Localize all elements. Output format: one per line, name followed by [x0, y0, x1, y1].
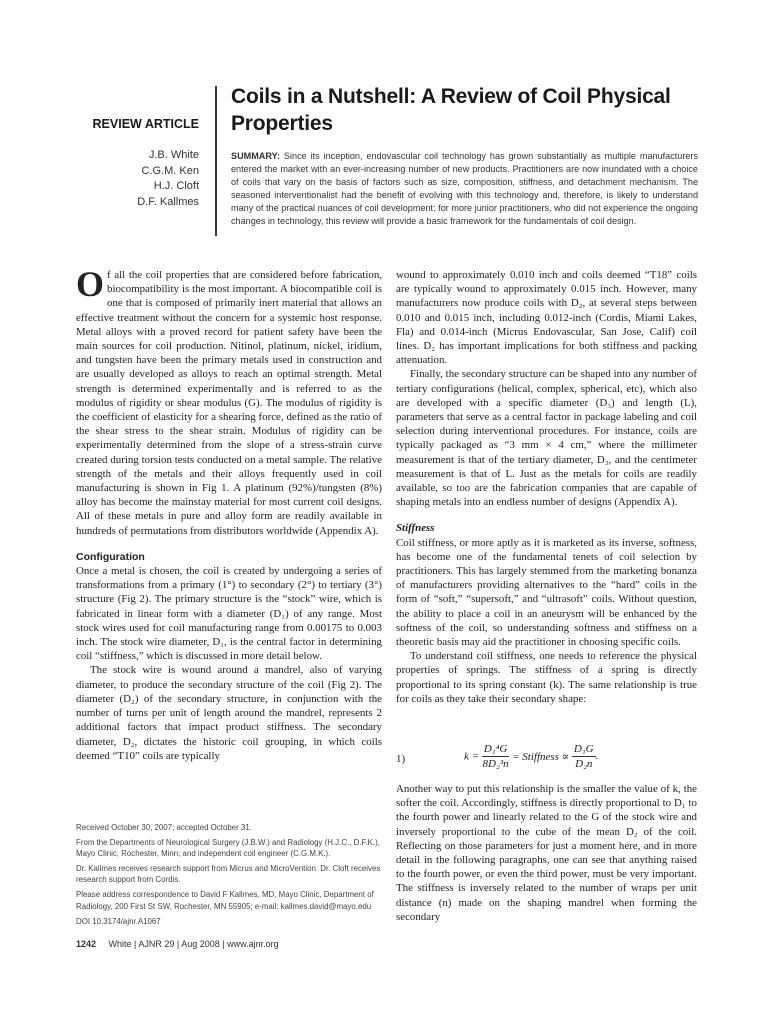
body-paragraph: wound to approximately 0.010 inch and coils deemed “T18” coils are typically wound to approximately 0.015 inch. However, many manufacturers now produce coils with D₂, at several steps between 0.010 and 0.015 inch, including 0.012-inch (Cordis, Miami Lakes, Fla) and 0.014-inch (Micrus Endovascular, San Jose, Calif) coil lines. D₂ has important implications for both stiffness and packing attenuation.	[396, 269, 697, 367]
equation-number: 1)	[396, 753, 406, 765]
configuration-paragraph: Once a metal is chosen, the coil is created by undergoing a series of transformations from a primary (1°) to secondary (2°) to tertiary (3°) structure (Fig 2). The primary structure is the “stock” wire, which is fabricated in linear form with a diameter (D₁) of any range. Most stock wires used for coil manufacturing range from 0.00175 to 0.003 inch. The stock wire diameter, D₁, is the central factor in determining coil “stiffness,” which is discussed in more detail below.	[76, 565, 382, 663]
journal-citation: White | AJNR 29 | Aug 2008 | www.ajnr.org	[108, 939, 279, 949]
page-footer	[76, 939, 279, 949]
body-paragraph: To understand coil stiffness, one needs to reference the physical properties of springs. The stiffness of a spring is directly proportional to its spring constant (k). The same relationship is true for coils as they take their secondary shape:	[396, 650, 697, 705]
fraction-numerator: D₁G	[573, 743, 594, 755]
equation-fraction	[482, 742, 510, 771]
equation-end: .	[595, 750, 599, 763]
author-name: D.F. Kallmes	[137, 195, 199, 208]
footnote: Dr. Kallmes receives research support from Micrus and MicroVention. Dr. Cloft receives research support from Cordis.	[76, 864, 381, 885]
footnote: From the Departments of Neurological Surgery (J.B.W.) and Radiology (H.J.C., D.F.K.), Mayo Clinic, Rochester, Minn; and independent coil engineer (C.G.M.K.).	[76, 838, 380, 859]
author-name: J.B. White	[148, 149, 199, 161]
drop-cap: O	[76, 264, 105, 304]
article-title: Coils in a Nutshell: A Review of Coil Physical Properties	[231, 85, 671, 135]
body-paragraph: Coil stiffness, or more aptly as it is marketed as its inverse, softness, has become one of the fundamental tenets of coil selection by practitioners. This has largely stemmed from the marketing bonanza of manufacturers providing alternatives to the “hard” coils in the form of “soft,” “supersoft,” and “ultrasoft” coils. Without question, the ability to place a coil in an aneurysm will be enhanced by the softness of the coil, so understanding softness and stiffness on a theoretic basis may aid the practitioner in choosing specific coils.	[396, 536, 697, 649]
fraction-numerator: D₁⁴G	[483, 743, 508, 755]
author-name: H.J. Cloft	[153, 180, 199, 192]
intro-text: f all the coil properties that are considered before fabrication, biocompatibility is the most important. A biocompatible coil is one that is composed of primarily inert material that allows an effective treatment without the concern for a systemic host response. Metal alloys with a proved record for patient safety have been the main sources for coil production. Nitinol, platinum, nickel, iridium, and tungsten have been the primary metals used in construction and are usually developed as alloys to reach an optimal strength. Metal strength is determined experimentally and is referred to as the modulus of rigidity or shear modulus (G). The modulus of rigidity is the coefficient of elasticity for a shearing force, defined as the ratio of the shear stress to the shear strain. Modulus of rigidity can be experimentally determined from the slope of a stress-strain curve created during torsion tests conducted on a metal sample. The relative strength of the metals and their alloys frequently used in coil manufacturing is shown in Fig 1. A platinum (92%)/tungsten (8%) alloy has become the mainstay material for most current coil designs. All of these metals in pure and alloy form are readily available in hundreds of permutations from distributors worldwide (Appendix A).	[76, 269, 382, 537]
footnote: Received October 30, 2007; accepted October 31.	[76, 823, 252, 832]
equation-middle: = Stiffness ∝	[512, 751, 570, 763]
body-paragraph: Finally, the secondary structure can be shaped into any number of tertiary configurations (helical, complex, spherical, etc), which also are developed with a specific diameter (D₃) and length (L), parameters that serve as a central factor in package labeling and coil selection during interventional procedures. For instance, coils are typically packaged as “3 mm × 4 cm,” where the millimeter measurement is that of the tertiary diameter, D₃, and the centimeter measurement is that of L. Just as the metals for coils are readily available, so too are the fabrication companies that are capable of shaping metals into an endless number of designs (Appendix A).	[396, 368, 697, 509]
left-column	[76, 264, 382, 763]
equation-body	[464, 742, 598, 771]
section-heading-configuration: Configuration	[76, 550, 145, 563]
footnotes	[76, 822, 382, 931]
header-divider	[215, 86, 217, 236]
equation-fraction	[572, 742, 596, 771]
article-summary	[231, 150, 698, 227]
configuration-paragraph: The stock wire is wound around a mandrel, also of varying diameter, to produce the secondary structure of the coil (Fig 2). The diameter (D₂) of the secondary structure, in conjunction with the number of turns per unit of length around the mandrel, represents 2 additional factors that impact product stiffness. The secondary diameter, D₂, dictates the historic coil grouping, in which coils deemed “T10” coils are typically	[76, 664, 382, 762]
footnote: Please address correspondence to David F Kallmes, MD, Mayo Clinic, Department of Radiology, 200 First St SW, Rochester, MN 55905; e-mail: kallmes.david@mayo.edu	[76, 890, 374, 911]
page-number: 1242	[76, 939, 97, 949]
subheading-stiffness: Stiffness	[396, 522, 435, 535]
author-name: C.G.M. Ken	[141, 164, 199, 177]
summary-label: SUMMARY:	[231, 151, 280, 161]
footnote: DOI 10.3174/ajnr.A1067	[76, 916, 161, 926]
article-type-label: REVIEW ARTICLE	[92, 117, 199, 131]
fraction-denominator: D₂n	[575, 758, 593, 770]
equation-1	[396, 742, 697, 774]
intro-paragraph	[76, 264, 382, 538]
body-paragraph: Another way to put this relationship is the smaller the value of k, the softer the coil. Accordingly, stiffness is directly proportional to D₁ to the fourth power and linearly related to the G of the stock wire and inversely proportional to the cube of the mean D₂ of the coil. Reflecting on those parameters for just a moment here, and in more detail in the following paragraphs, one can see that anything raised to the fourth power, or even the third power, must be very important. The stiffness is inversely related to the number of wraps per unit distance (n) made on the shaping mandrel when forming the secondary	[396, 783, 697, 923]
equation-lhs: k =	[464, 750, 480, 763]
fraction-denominator: 8D₂³n	[482, 758, 509, 770]
right-column-continued	[396, 782, 697, 924]
author-list	[84, 148, 199, 210]
summary-text: Since its inception, endovascular coil technology has grown substantially as multiple manufacturers entered the market with an ever-increasing number of new products. Practitioners are now inundated with a choice of coils that vary on the basis of factors such as size, composition, stiffness, and detachment mechanism. The seasoned interventionalist had the benefit of evolving with this technology and, therefore, is likely to understand many of the practical nuances of coil development; for more junior practitioners, who did not experience the ongoing changes in technology, this review will provide a basic framework for the fundamentals of coil design.	[231, 151, 698, 226]
right-column	[396, 268, 697, 706]
